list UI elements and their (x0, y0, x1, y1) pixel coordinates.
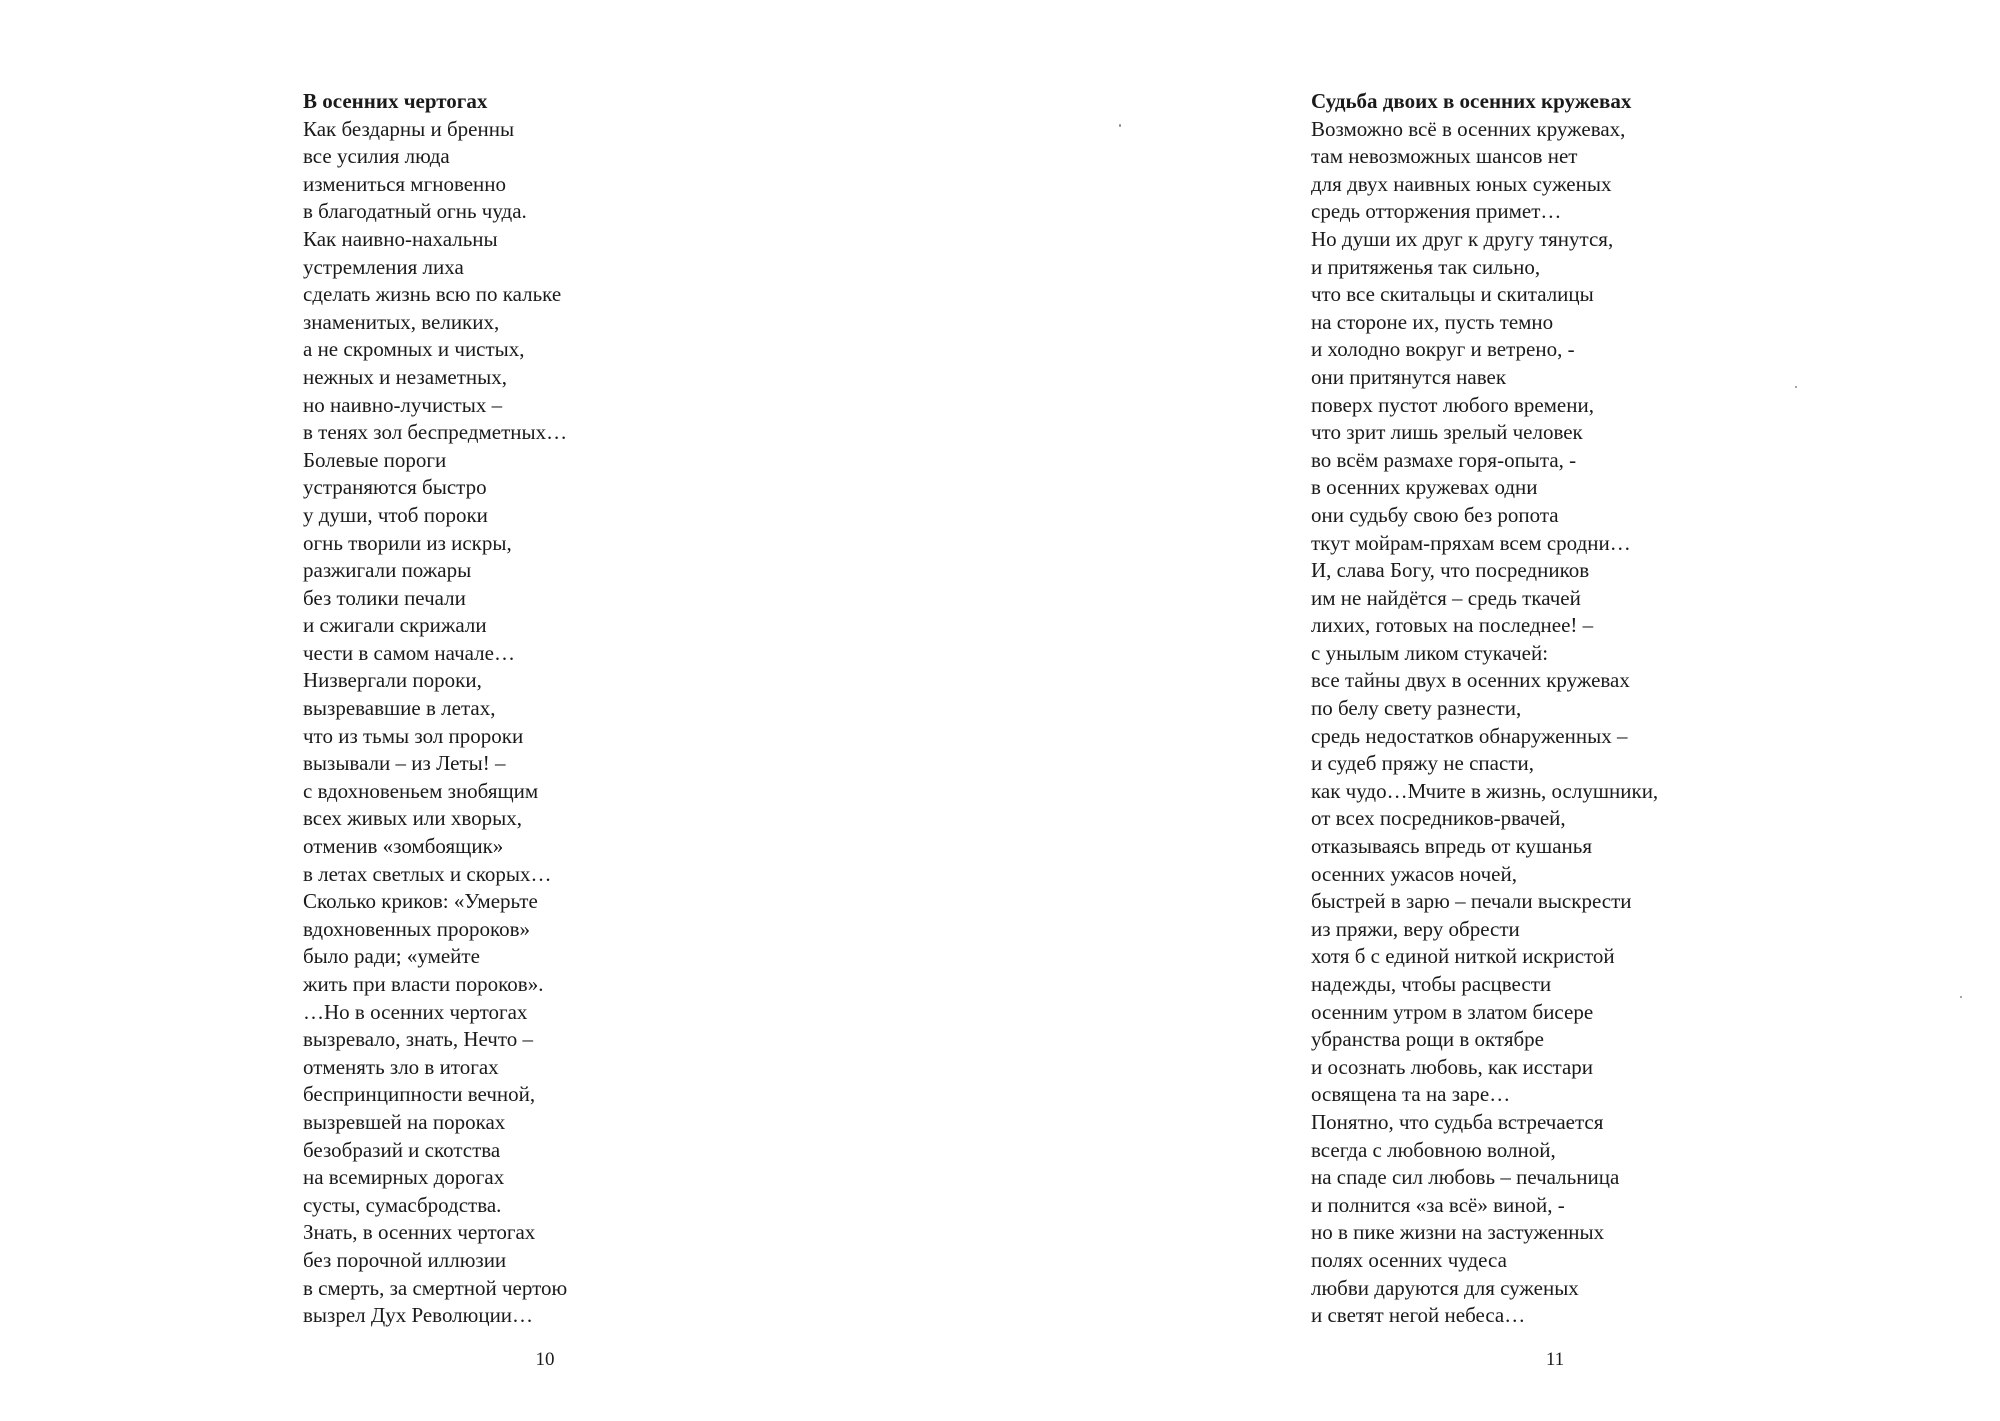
poem-line: что все скитальцы и скиталицы (1311, 282, 1594, 307)
poem-line: в смерть, за смертной чертою (303, 1275, 568, 1300)
poem-line: в тенях зол беспредметных… (303, 420, 568, 445)
poem-line: знаменитых, великих, (303, 309, 500, 334)
poem-line: жить при власти пороков». (303, 972, 544, 996)
right-poem (1311, 88, 1658, 1330)
poem-line: по белу свету разнести, (1311, 696, 1522, 721)
poem-line: и сжигали скрижали (303, 613, 487, 638)
poem-line: Но души их друг к другу тянутся, (1311, 226, 1614, 251)
poem-line: вызывали – из Леты! – (303, 751, 506, 776)
left-poem-title: В осенних чертогах (303, 89, 488, 113)
poem-line: всегда с любовною волной, (1311, 1137, 1556, 1162)
poem-line: осенним утром в златом бисере (1311, 999, 1594, 1024)
left-poem (303, 88, 567, 1330)
poem-line: вызревало, знать, Нечто – (303, 1027, 534, 1052)
poem-line: из пряжи, веру обрести (1311, 916, 1520, 941)
poem-line: было ради; «умейте (303, 944, 480, 969)
poem-line: отменять зло в итогах (303, 1054, 499, 1079)
poem-line: надежды, чтобы расцвести (1311, 972, 1552, 996)
poem-line: там невозможных шансов нет (1311, 144, 1578, 169)
poem-line: устремления лиха (303, 254, 464, 279)
poem-line: огнь творили из искры, (303, 530, 512, 555)
poem-line: и судеб пряжу не спасти, (1311, 751, 1534, 776)
poem-line: И, слава Богу, что посредников (1311, 558, 1590, 583)
poem-line: все тайны двух в осенних кружевах (1311, 668, 1630, 693)
poem-line: полях осенних чудеса (1311, 1247, 1507, 1272)
poem-line: …Но в осенних чертогах (303, 999, 528, 1024)
right-poem-lines (1311, 116, 1658, 1330)
poem-line: как чудо…Мчите в жизнь, ослушники, (1311, 778, 1659, 803)
poem-line: во всём размахе горя-опыта, - (1311, 447, 1577, 472)
poem-line: Возможно всё в осенних кружевах, (1311, 116, 1626, 141)
poem-line: убранства рощи в октябре (1311, 1027, 1544, 1052)
poem-line: от всех посредников-рвачей, (1311, 806, 1566, 831)
right-poem-title: Судьба двоих в осенних кружевах (1311, 89, 1632, 113)
right-page (1000, 0, 2000, 1421)
poem-line: с вдохновеньем знобящим (303, 778, 539, 803)
poem-line: на стороне их, пусть темно (1311, 309, 1554, 334)
poem-line: устраняются быстро (303, 475, 487, 500)
poem-line: Понятно, что судьба встречается (1311, 1109, 1604, 1134)
poem-line: в благодатный огнь чуда. (303, 199, 527, 224)
poem-line: разжигали пожары (303, 558, 472, 583)
poem-line: на всемирных дорогах (303, 1165, 505, 1190)
poem-line: хотя б с единой ниткой искристой (1311, 944, 1615, 969)
poem-line: но наивно-лучистых – (303, 392, 503, 417)
poem-line: но в пике жизни на застуженных (1311, 1220, 1605, 1245)
poem-line: они притянутся навек (1311, 364, 1507, 389)
poem-line: всех живых или хворых, (303, 806, 523, 831)
poem-line: сусты, сумасбродства. (303, 1192, 502, 1217)
poem-line: Болевые пороги (303, 447, 447, 472)
poem-line: Сколько криков: «Умерьте (303, 889, 538, 914)
poem-line: с унылым ликом стукачей: (1311, 640, 1549, 665)
poem-line: в осенних кружевах одни (1311, 475, 1538, 500)
poem-line: вызрел Дух Революции… (303, 1303, 534, 1328)
poem-line: Низвергали пороки, (303, 668, 482, 693)
poem-line: быстрей в зарю – печали выскрести (1311, 889, 1632, 914)
poem-line: у души, чтоб пороки (303, 502, 488, 527)
poem-line: беспринципности вечной, (303, 1082, 536, 1107)
poem-line: отменив «зомбоящик» (303, 834, 504, 859)
poem-line: измениться мгновенно (303, 171, 507, 196)
poem-line: и осознать любовь, как исстари (1311, 1054, 1594, 1079)
poem-line: им не найдётся – средь ткачей (1311, 585, 1581, 610)
poem-line: нежных и незаметных, (303, 364, 507, 389)
poem-line: безобразий и скотства (303, 1137, 501, 1162)
poem-line: средь недостатков обнаруженных – (1311, 723, 1628, 748)
poem-line: а не скромных и чистых, (303, 337, 525, 362)
right-page-number: 11 (1545, 1349, 1565, 1370)
poem-line: поверх пустот любого времени, (1311, 392, 1594, 417)
poem-line: лихих, готовых на последнее! – (1311, 613, 1594, 638)
poem-line: чести в самом начале… (303, 640, 515, 665)
poem-line: средь отторжения примет… (1311, 199, 1562, 224)
poem-line: вызревавшие в летах, (303, 696, 496, 721)
poem-line: для двух наивных юных суженых (1311, 171, 1612, 196)
poem-line: вызревшей на пороках (303, 1109, 506, 1134)
poem-line: осенних ужасов ночей, (1311, 861, 1517, 886)
poem-line: все усилия люда (303, 144, 450, 169)
poem-line: ткут мойрам-пряхам всем сродни… (1311, 530, 1631, 555)
poem-line: и полнится «за всё» виной, - (1311, 1192, 1565, 1217)
poem-line: Как бездарны и бренны (303, 116, 515, 141)
poem-line: без толики печали (303, 585, 466, 610)
poem-line: что зрит лишь зрелый человек (1311, 420, 1583, 445)
left-poem-lines (303, 116, 567, 1330)
poem-line: любви даруются для суженых (1311, 1275, 1579, 1300)
poem-line: отказываясь впредь от кушанья (1311, 834, 1593, 859)
left-page-number: 10 (535, 1349, 555, 1370)
poem-line: Знать, в осенних чертогах (303, 1220, 536, 1245)
scan-speck (1960, 996, 1962, 998)
poem-line: они судьбу свою без ропота (1311, 502, 1559, 527)
poem-line: вдохновенных пророков» (303, 916, 531, 941)
poem-line: сделать жизнь всю по кальке (303, 282, 562, 307)
scan-speck (1795, 386, 1797, 388)
scan-speck (1119, 124, 1121, 127)
poem-line: и светят негой небеса… (1311, 1303, 1526, 1328)
poem-line: и притяженья так сильно, (1311, 254, 1541, 279)
poem-line: на спаде сил любовь – печальница (1311, 1165, 1620, 1190)
poem-line: освящена та на заре… (1311, 1082, 1511, 1107)
poem-line: и холодно вокруг и ветрено, - (1311, 337, 1575, 362)
poem-line: в летах светлых и скорых… (303, 861, 552, 886)
poem-line: Как наивно-нахальны (303, 226, 498, 251)
poem-line: без порочной иллюзии (303, 1247, 507, 1272)
poem-line: что из тьмы зол пророки (303, 723, 524, 748)
